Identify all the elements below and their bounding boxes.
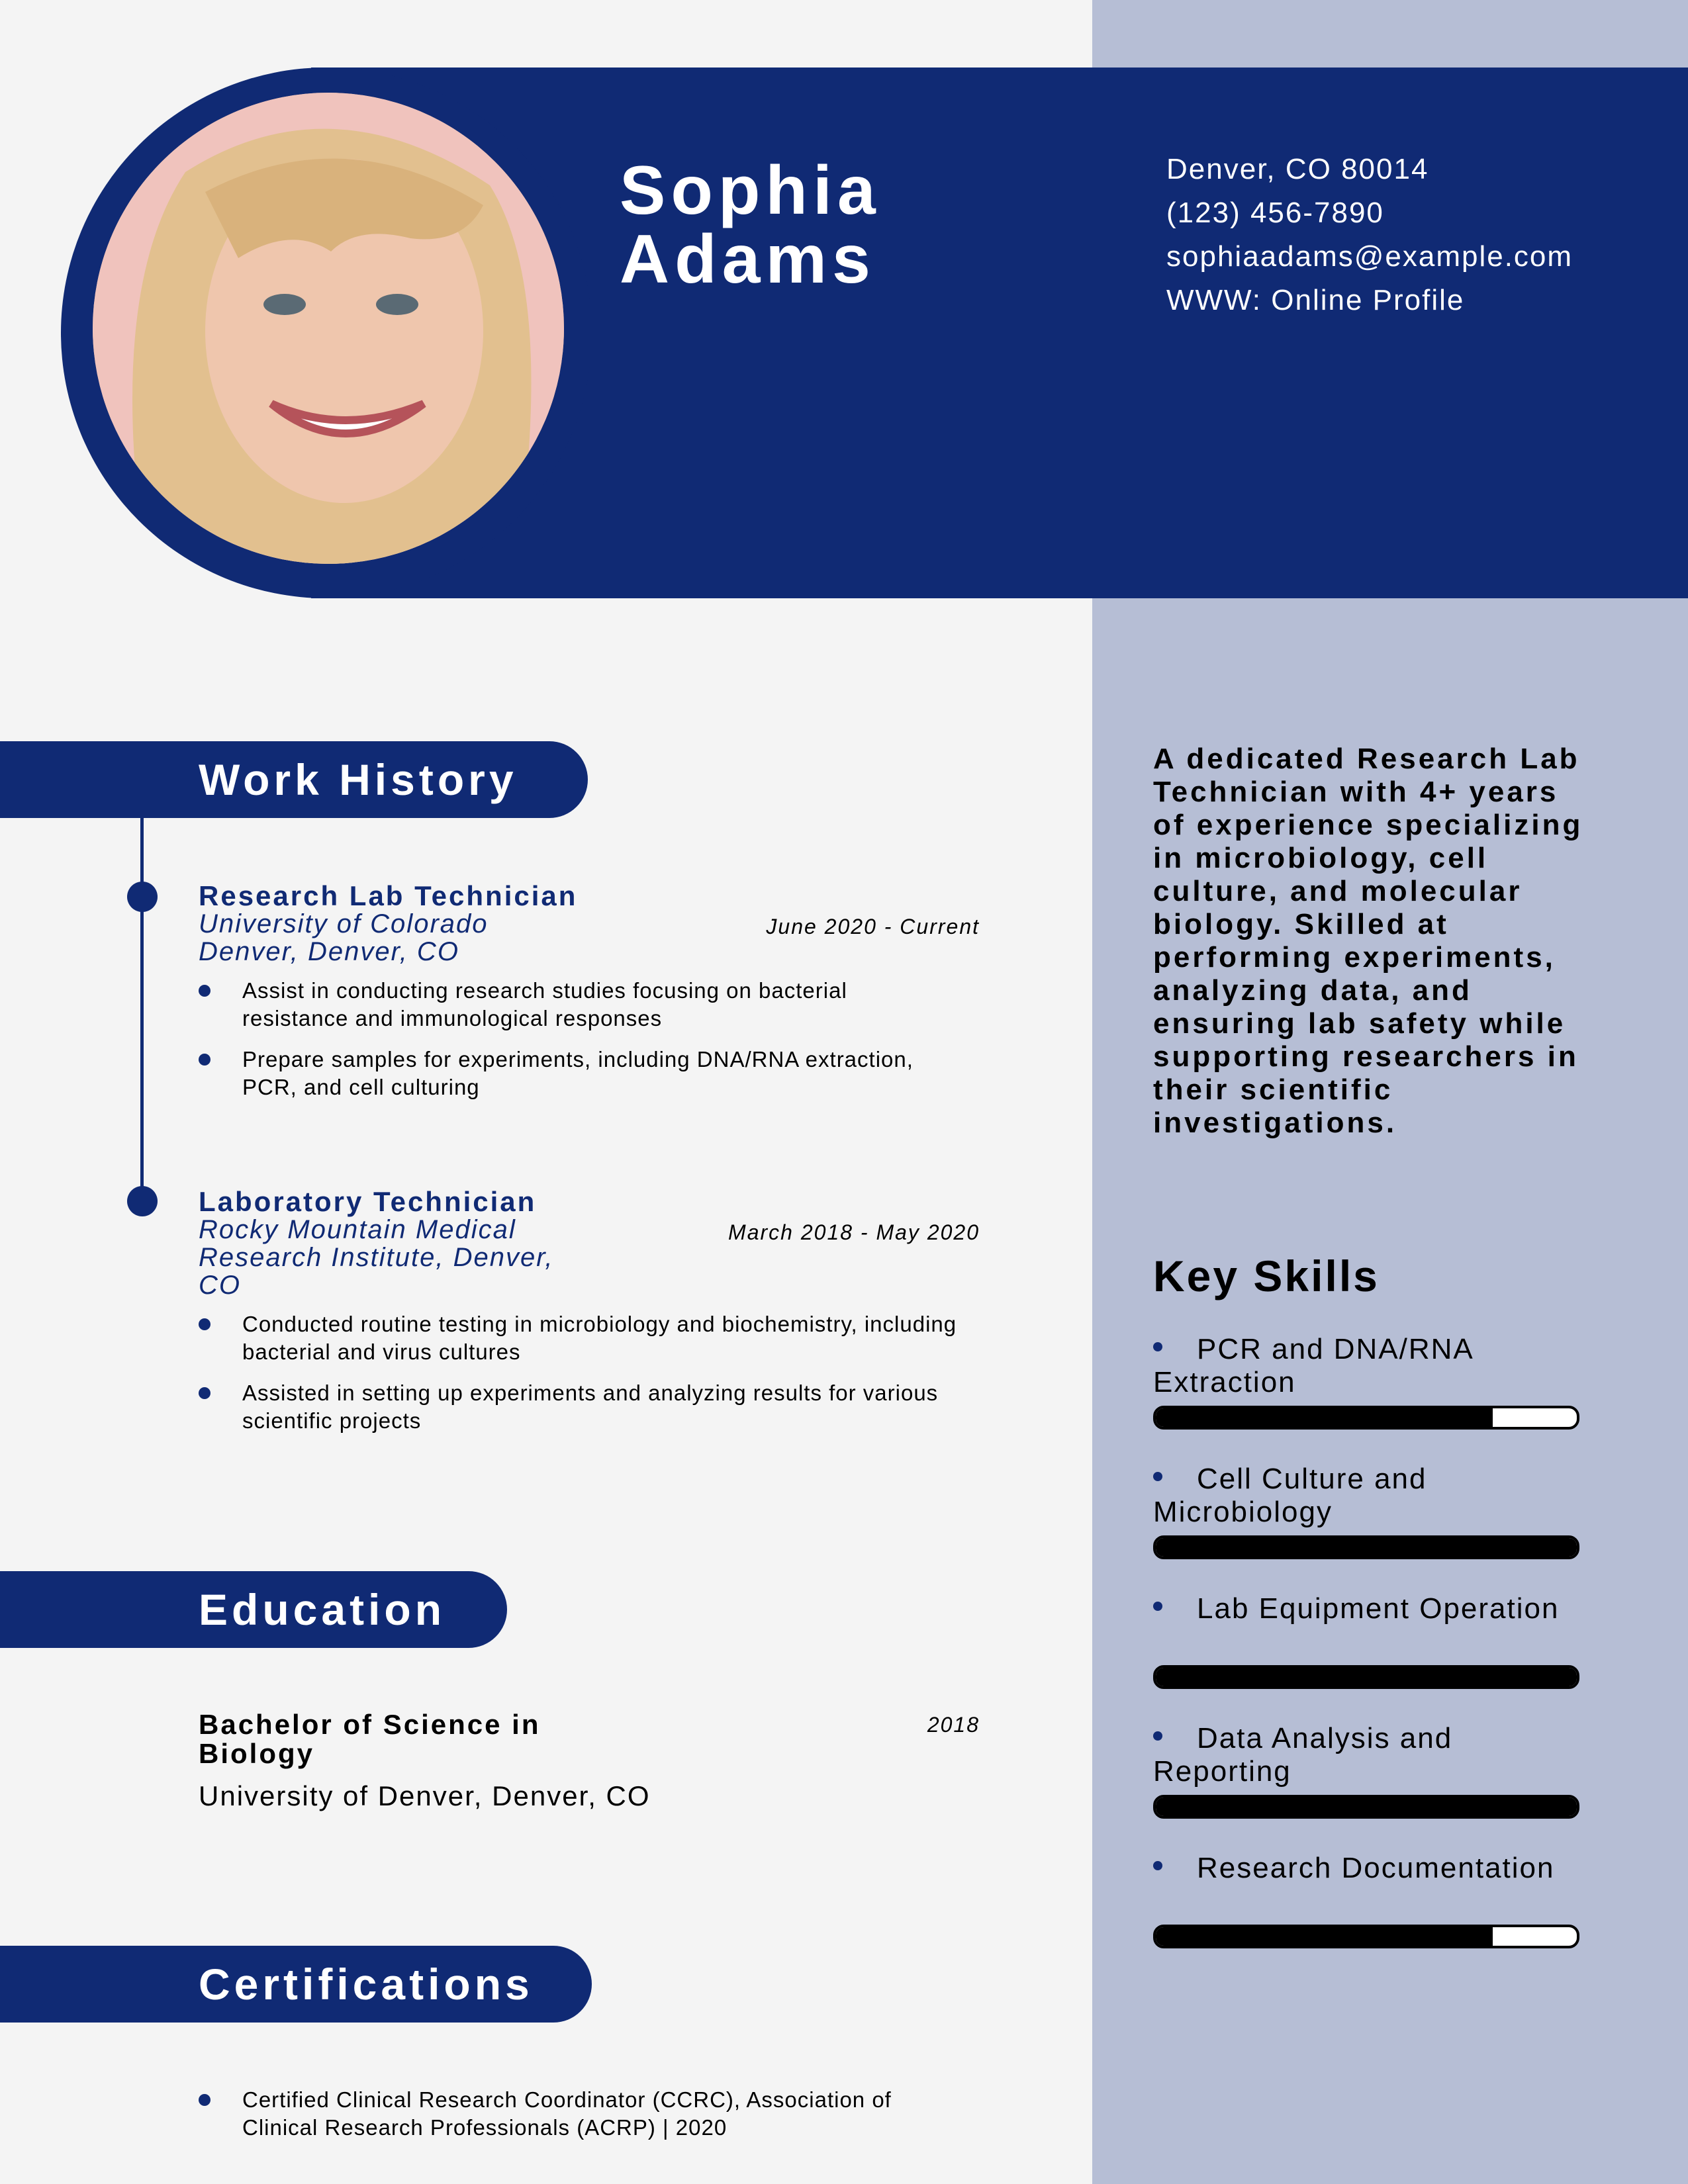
skill-level-bar xyxy=(1153,1665,1579,1689)
skill-name: Data Analysis and Reporting xyxy=(1153,1722,1453,1788)
education-year: 2018 xyxy=(927,1713,980,1737)
bullet-dot xyxy=(199,1054,211,1066)
job-bullet xyxy=(242,1046,957,1101)
bullet-dot xyxy=(199,2094,211,2106)
job-bullet xyxy=(242,1310,957,1366)
bullet-text: Certified Clinical Research Coordinator (CCRC), Association of Clinical Research Professionals (ACRP) | 2020 xyxy=(242,2087,892,2140)
job-org-line: Denver, Denver, CO xyxy=(199,937,459,966)
section-title: Certifications xyxy=(199,1960,534,2009)
skill-item xyxy=(1153,1463,1583,1529)
contact-address: Denver, CO 80014 xyxy=(1166,153,1429,185)
job-bullet xyxy=(242,1379,957,1435)
bullet-dot xyxy=(199,985,211,997)
bullet-text: Conducted routine testing in microbiology and biochemistry, including bacterial and virus cultures xyxy=(242,1312,957,1364)
bullet-dot xyxy=(199,1318,211,1330)
bullet-text: Assisted in setting up experiments and analyzing results for various scientific projects xyxy=(242,1381,939,1433)
bullet-dot xyxy=(199,1387,211,1399)
skill-item xyxy=(1153,1852,1583,1885)
skill-level-fill xyxy=(1156,1668,1577,1686)
skill-item xyxy=(1153,1333,1583,1399)
skill-level-bar xyxy=(1153,1925,1579,1948)
name-last: Adams xyxy=(620,221,876,298)
bullet-text: Prepare samples for experiments, including DNA/RNA extraction, PCR, and cell culturing xyxy=(242,1047,914,1099)
education-degree: Bachelor of Science in Biology xyxy=(199,1709,541,1769)
timeline-dot xyxy=(127,882,158,912)
bullet-dot xyxy=(1153,1731,1162,1741)
skill-level-fill xyxy=(1156,1538,1577,1557)
contact-info xyxy=(1166,155,1590,330)
job-org-line: University of Colorado xyxy=(199,909,489,938)
key-skills-title: Key Skills xyxy=(1153,1251,1380,1300)
job-org-line: CO xyxy=(199,1271,241,1300)
skill-level-fill xyxy=(1156,1797,1577,1816)
name-first: Sophia xyxy=(620,152,881,229)
bullet-dot xyxy=(1153,1342,1162,1351)
job-bullet xyxy=(242,977,957,1032)
section-tab-work-history xyxy=(0,741,588,818)
skill-name: Cell Culture and Microbiology xyxy=(1153,1463,1427,1528)
contact-email[interactable]: sophiaadams@example.com xyxy=(1166,240,1573,273)
section-title: Education xyxy=(199,1585,446,1634)
job-organization xyxy=(199,910,489,966)
section-title: Work History xyxy=(199,755,518,804)
skill-level-fill xyxy=(1156,1408,1493,1427)
skill-item xyxy=(1153,1592,1583,1625)
job-dates: June 2020 - Current xyxy=(766,915,980,938)
section-tab-education xyxy=(0,1571,507,1648)
candidate-name xyxy=(620,152,881,298)
skill-level-bar xyxy=(1153,1406,1579,1430)
timeline-line xyxy=(140,818,144,1202)
job-organization xyxy=(199,1216,553,1299)
education-school: University of Denver, Denver, CO xyxy=(199,1780,651,1811)
certification-item xyxy=(242,2086,957,2142)
job-org-line: Rocky Mountain Medical xyxy=(199,1215,516,1244)
skill-name: Lab Equipment Operation xyxy=(1197,1592,1560,1625)
bullet-text: Assist in conducting research studies focusing on bacterial resistance and immunological responses xyxy=(242,978,847,1030)
job-title: Research Lab Technician xyxy=(199,880,578,911)
skill-level-bar xyxy=(1153,1795,1579,1819)
timeline-dot xyxy=(127,1186,158,1216)
section-tab-certifications xyxy=(0,1946,592,2023)
skill-level-bar xyxy=(1153,1535,1579,1559)
skill-name: PCR and DNA/RNA Extraction xyxy=(1153,1333,1473,1398)
job-dates: March 2018 - May 2020 xyxy=(728,1220,980,1244)
contact-phone: (123) 456-7890 xyxy=(1166,197,1384,229)
bullet-dot xyxy=(1153,1472,1162,1481)
professional-summary: A dedicated Research Lab Technician with 4+ years of experience specializing in microbiology, cell culture, and molecular biology. Skilled at performing experiments, analyzing data, and ensuring lab safety while supporting researchers in their scientific investigations. xyxy=(1153,743,1583,1139)
bullet-dot xyxy=(1153,1861,1162,1870)
job-title: Laboratory Technician xyxy=(199,1186,537,1217)
bullet-dot xyxy=(1153,1602,1162,1611)
profile-photo xyxy=(93,93,564,564)
job-org-line: Research Institute, Denver, xyxy=(199,1243,554,1272)
skill-item xyxy=(1153,1722,1583,1788)
skill-level-fill xyxy=(1156,1927,1493,1946)
contact-website[interactable]: WWW: Online Profile xyxy=(1166,284,1465,316)
skill-name: Research Documentation xyxy=(1197,1852,1555,1884)
